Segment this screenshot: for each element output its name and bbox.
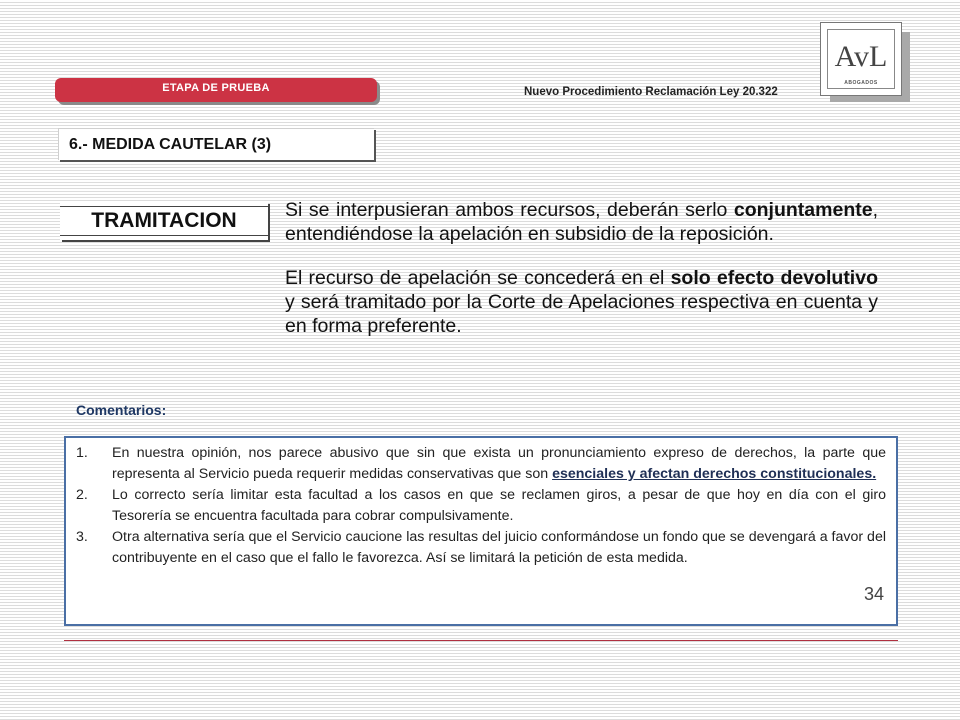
- section-heading: 6.- MEDIDA CAUTELAR (3): [58, 128, 374, 160]
- paragraph-2-text-b: y será tramitado por la Corte de Apelaciones respectiva en cuenta y en forma preferente.: [285, 291, 878, 337]
- comment-emphasis: esenciales y afectan derechos constitucionales.: [552, 466, 877, 482]
- comment-text: Lo correcto sería limitar esta facultad a los casos en que se reclamen giros, a pesar de que hoy en día con el giro Tesorería se encuentra facultada para cobrar compulsivamente.: [112, 487, 886, 524]
- comments-label: Comentarios:: [76, 402, 167, 418]
- comment-number: 1.: [76, 445, 88, 461]
- paragraph-1-text-a: Si se interpusieran ambos recursos, deberán serlo: [285, 199, 734, 221]
- comments-box: [64, 436, 898, 626]
- logo-text: AvL: [834, 40, 888, 73]
- comment-number: 2.: [76, 487, 88, 503]
- comment-item: [76, 527, 886, 569]
- comment-text: Otra alternativa sería que el Servicio caucione las resultas del juicio conformándose un fondo que se devengará a favor del contribuyente en el caso que el fallo le favorezca. Así se limitará la petición de esta medida.: [112, 529, 886, 566]
- page-number: 34: [864, 584, 885, 604]
- paragraph-1: [285, 198, 878, 246]
- logo-frame: [827, 29, 895, 89]
- comment-item: [76, 485, 886, 527]
- comment-item: [76, 443, 886, 485]
- paragraph-1-text-b: , entendiéndose la apelación en subsidio de la reposición.: [285, 199, 878, 245]
- logo-subtext: ABOGADOS: [844, 80, 878, 86]
- document-title: Nuevo Procedimiento Reclamación Ley 20.322: [524, 86, 778, 98]
- paragraph-2: [285, 266, 878, 338]
- paragraph-2-bold: solo efecto devolutivo: [670, 267, 878, 289]
- footer-divider: [64, 640, 898, 641]
- main-text: [285, 198, 878, 338]
- firm-logo: [820, 22, 902, 96]
- tramitacion-label: TRAMITACION: [91, 209, 237, 232]
- paragraph-2-text-a: El recurso de apelación se concederá en el: [285, 267, 671, 289]
- comments-list: [66, 438, 896, 569]
- paragraph-1-bold: conjuntamente: [733, 199, 873, 221]
- stage-badge: ETAPA DE PRUEBA: [55, 78, 377, 102]
- comment-number: 3.: [76, 529, 88, 545]
- tramitacion-tag: [60, 202, 268, 240]
- comment-text: En nuestra opinión, nos parece abusivo que sin que exista un pronunciamiento expreso de derechos, la parte que representa al Servicio pueda requerir medidas conservativas que son: [112, 445, 886, 482]
